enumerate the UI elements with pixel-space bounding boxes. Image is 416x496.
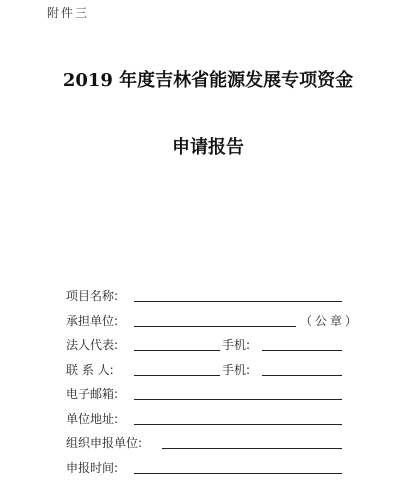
form-row-apply-date: [66, 456, 366, 481]
document-subtitle: 申请报告: [172, 137, 244, 158]
form-row-email: [66, 382, 366, 407]
attachment-label: 附件三: [47, 6, 90, 20]
undertaking-unit-label: 承担单位:: [66, 313, 119, 328]
legal-rep-mobile-field[interactable]: [262, 350, 342, 351]
legal-rep-mobile-label: 手机:: [222, 338, 251, 352]
email-field[interactable]: [134, 399, 342, 400]
organizing-unit-field[interactable]: [162, 448, 342, 449]
form-row-unit-address: [66, 407, 366, 432]
apply-date-field[interactable]: [134, 473, 342, 474]
form-row-contact: [66, 358, 366, 383]
document-title: 2019 年度吉林省能源发展专项资金: [62, 70, 354, 91]
project-name-field[interactable]: [134, 301, 342, 302]
form-row-legal-rep: [66, 333, 366, 358]
form-row-organizing-unit: [66, 431, 366, 456]
contact-person-field[interactable]: [134, 375, 220, 376]
contact-mobile-field[interactable]: [262, 375, 342, 376]
undertaking-unit-field[interactable]: [134, 326, 296, 327]
unit-address-label: 单位地址:: [66, 411, 119, 426]
legal-rep-label: 法人代表:: [66, 338, 119, 352]
form-row-project-name: [66, 284, 366, 309]
organizing-unit-label: 组织申报单位:: [66, 436, 143, 450]
email-label: 电子邮箱:: [66, 387, 119, 401]
apply-date-label: 申报时间:: [66, 460, 119, 475]
unit-address-field[interactable]: [134, 424, 342, 425]
application-form: [66, 284, 366, 480]
project-name-label: 项目名称:: [66, 289, 119, 303]
seal-note: （公章）: [300, 313, 361, 328]
legal-rep-field[interactable]: [134, 350, 220, 351]
contact-mobile-label: 手机:: [222, 362, 251, 377]
form-row-undertaking-unit: [66, 309, 366, 334]
contact-person-label: 联 系 人:: [66, 362, 114, 377]
